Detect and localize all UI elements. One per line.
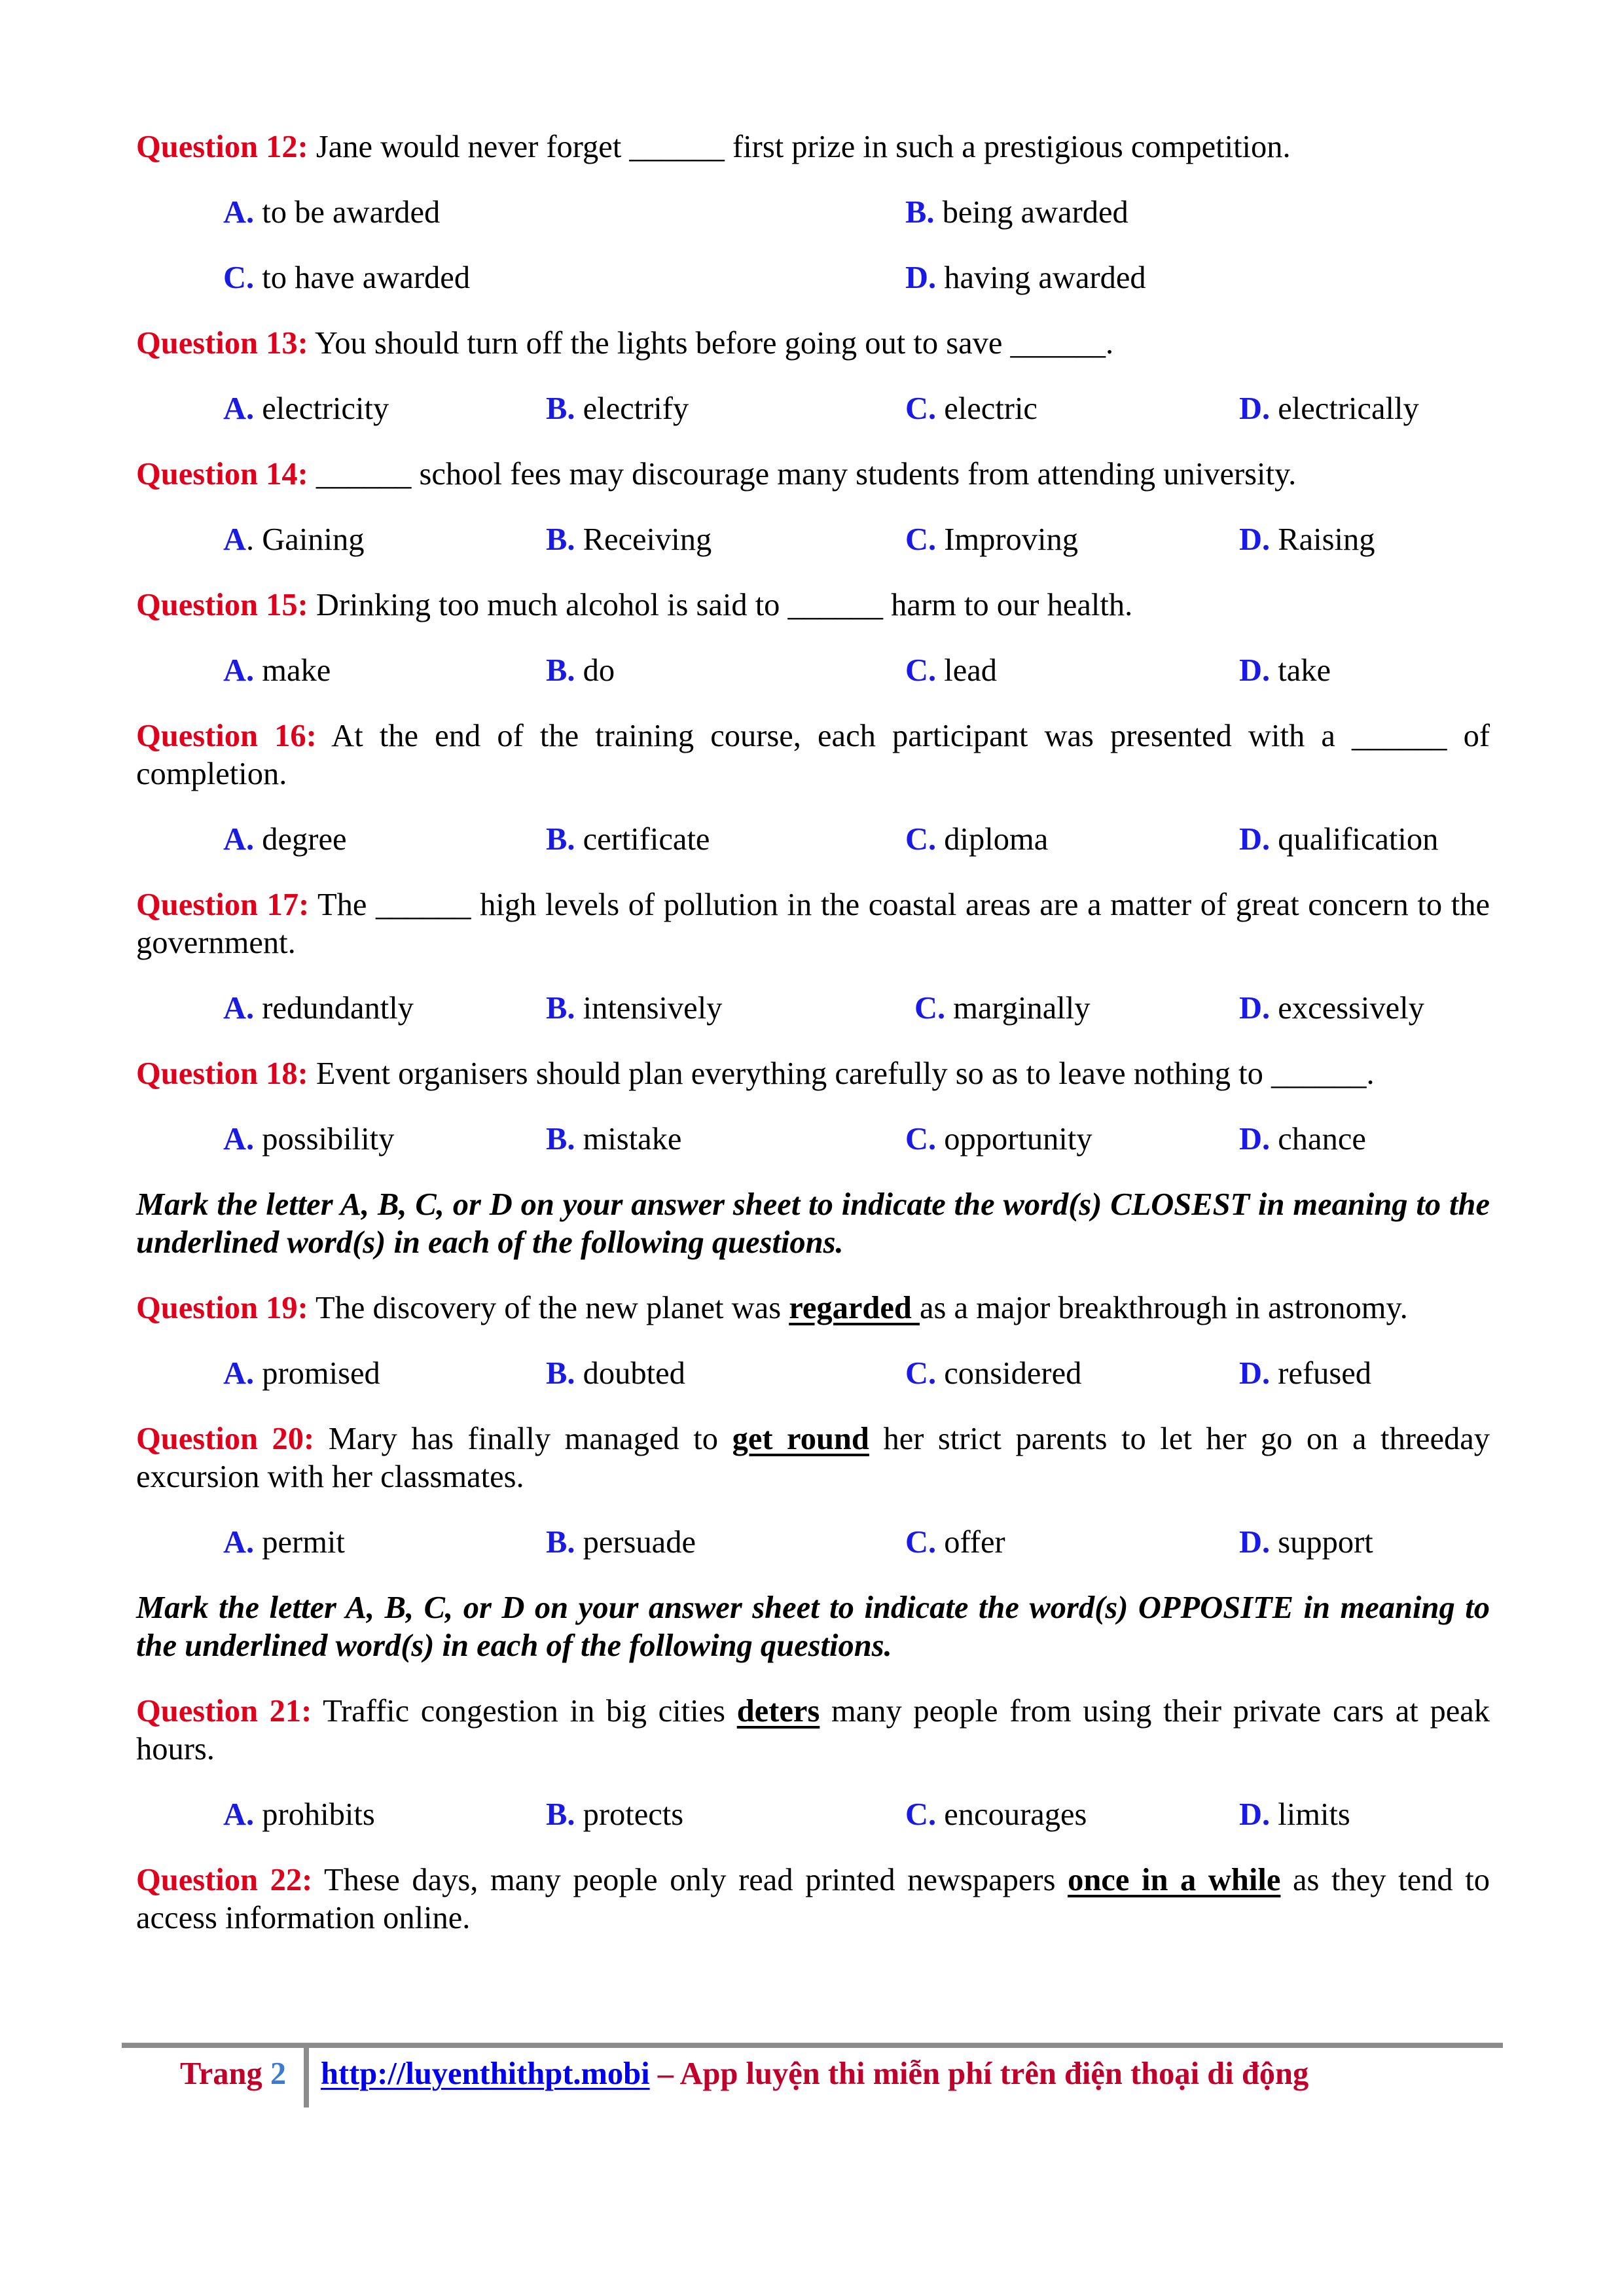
option-text: refused [1270,1356,1372,1391]
question-12 [136,128,1490,166]
option-text: marginally [945,991,1091,1026]
option-letter: A. [223,822,255,857]
footer-link[interactable]: http://luyenthithpt.mobi [321,2056,650,2091]
question-text: These days, many people only read printed newspapers [312,1863,1068,1897]
option-letter: A. [223,1122,255,1157]
option-text: considered [936,1356,1082,1391]
underlined-word: regarded [789,1291,920,1325]
options-q12-row1 [136,194,1490,232]
option-text: possibility [254,1122,395,1157]
question-text: as a major breakthrough in astronomy. [920,1291,1408,1325]
question-text: Event organisers should plan everything carefully so as to leave nothing to ______. [308,1056,1375,1091]
option-d[interactable] [1239,521,1375,559]
option-letter: C. [905,1525,937,1560]
option-text: offer [936,1525,1005,1560]
option-d[interactable] [1239,1796,1350,1834]
option-c[interactable] [905,1355,1081,1393]
option-c[interactable] [905,652,997,690]
option-b[interactable] [546,1796,683,1834]
option-text: excessively [1270,991,1424,1026]
question-text: At the end of the training course, each participant was presented with a ______ of completion. [136,719,1490,791]
question-text: ______ school fees may discourage many students from attending university. [308,457,1297,492]
option-letter: C. [905,822,937,857]
option-b[interactable] [546,652,615,690]
options-q15 [136,652,1490,690]
question-text: many people from using their private cars at peak hours. [136,1694,1490,1767]
option-letter: D. [1239,822,1271,857]
option-letter: B. [546,822,575,857]
option-letter: C. [905,653,937,688]
option-letter: A. [223,195,255,230]
option-letter: D. [1239,1525,1271,1560]
question-text: Mary has finally managed to [314,1422,732,1456]
option-d[interactable] [1239,1121,1366,1158]
question-19 [136,1289,1490,1327]
option-c[interactable] [905,521,1078,559]
option-letter: C. [905,1122,937,1157]
question-label: Question 22: [136,1863,313,1897]
option-text: persuade [575,1525,696,1560]
question-13 [136,325,1490,363]
option-d[interactable] [905,259,1146,297]
option-text: doubted [575,1356,685,1391]
option-d[interactable] [1239,990,1424,1028]
option-text: Improving [936,522,1079,557]
option-a[interactable] [223,1524,345,1562]
option-a[interactable] [223,390,389,428]
question-22 [136,1861,1490,1937]
option-letter: B. [905,195,935,230]
option-text: take [1270,653,1331,688]
question-17 [136,886,1490,962]
option-d[interactable] [1239,1355,1371,1393]
question-label: Question 17: [136,888,310,922]
question-label: Question 21: [136,1694,312,1729]
option-text: electrically [1270,391,1419,426]
option-text: electric [936,391,1038,426]
option-letter: C. [905,391,937,426]
question-20 [136,1420,1490,1496]
option-letter: C. [905,522,937,557]
options-q13 [136,390,1490,428]
option-text: limits [1270,1797,1350,1832]
option-c[interactable] [905,1121,1092,1158]
question-text: Jane would never forget ______ first prize in such a prestigious competition. [308,130,1291,164]
option-a[interactable] [223,652,331,690]
option-text: electricity [254,391,389,426]
question-text: You should turn off the lights before going out to save ______. [308,326,1114,361]
option-a[interactable] [223,1796,375,1834]
option-letter: B. [546,1122,575,1157]
question-label: Question 12: [136,130,308,164]
options-q14 [136,521,1490,559]
option-letter: D. [1239,1797,1271,1832]
option-c[interactable] [905,390,1038,428]
option-text: do [575,653,615,688]
question-label: Question 18: [136,1056,308,1091]
option-c[interactable] [905,1524,1005,1562]
question-text: Traffic congestion in big cities [312,1694,737,1729]
options-q16 [136,821,1490,859]
options-q17 [136,990,1490,1028]
option-d[interactable] [1239,1524,1373,1562]
option-text: prohibits [254,1797,375,1832]
page-label: Trang [180,2056,270,2091]
option-c[interactable] [905,1796,1087,1834]
option-letter: D. [1239,991,1271,1026]
option-d[interactable] [1239,390,1419,428]
option-text: Raising [1270,522,1375,557]
question-text: her strict parents to let her go on a threeday excursion with her classmates. [136,1422,1490,1494]
instruction-closest: Mark the letter A, B, C, or D on your answer sheet to indicate the word(s) CLOSEST in meaning to the underlined word(s) in each of the following questions. [136,1187,1490,1260]
option-text: redundantly [254,991,414,1026]
option-letter: C. [905,1797,937,1832]
option-letter: B. [546,1797,575,1832]
option-text: Receiving [575,522,712,557]
option-letter: B. [546,1356,575,1391]
option-letter: A. [223,391,255,426]
page-number [180,2055,286,2093]
option-text: make [254,653,331,688]
option-text: to have awarded [254,260,471,295]
question-label: Question 13: [136,326,308,361]
option-b[interactable] [546,1355,685,1393]
underlined-word: deters [736,1694,820,1729]
option-text: . Gaining [246,522,365,557]
option-text: certificate [575,822,710,857]
option-text: promised [254,1356,380,1391]
question-text: Drinking too much alcohol is said to ______ harm to our health. [308,588,1133,622]
option-letter: A. [223,991,255,1026]
question-21 [136,1693,1490,1768]
option-letter: B. [546,1525,575,1560]
option-letter: A. [223,1356,255,1391]
option-a[interactable] [223,1355,380,1393]
option-letter: D. [1239,653,1271,688]
option-b[interactable] [546,390,689,428]
option-letter: B. [546,522,575,557]
option-letter: C. [223,260,255,295]
option-letter: C. [914,991,946,1026]
option-text: protects [575,1797,684,1832]
question-16 [136,717,1490,793]
question-14 [136,456,1490,493]
option-b[interactable] [546,821,710,859]
option-text: support [1270,1525,1373,1560]
option-letter: A [223,522,247,557]
option-d[interactable] [1239,652,1331,690]
option-c[interactable] [914,990,1091,1028]
underlined-word: get round [732,1422,869,1456]
question-label: Question 20: [136,1422,315,1456]
option-b[interactable] [546,521,712,559]
options-q18 [136,1121,1490,1158]
page-content [136,128,1490,1965]
footer-separator [304,2045,309,2108]
option-text: electrify [575,391,689,426]
option-text: permit [254,1525,345,1560]
options-q21 [136,1796,1490,1834]
option-a[interactable] [223,821,347,859]
option-letter: B. [546,991,575,1026]
option-a[interactable] [223,990,414,1028]
options-q12-row2 [136,259,1490,297]
option-b[interactable] [546,1121,681,1158]
option-text: opportunity [936,1122,1092,1157]
option-letter: D. [1239,1356,1271,1391]
page-number-value: 2 [270,2056,287,2091]
option-text: to be awarded [254,195,441,230]
option-b[interactable] [546,1524,696,1562]
option-b[interactable] [905,194,1128,232]
footer-rule [122,2043,1503,2048]
option-b[interactable] [546,990,722,1028]
option-a[interactable] [223,194,440,232]
option-text: degree [254,822,347,857]
option-text: qualification [1270,822,1439,857]
option-letter: B. [546,653,575,688]
option-text: mistake [575,1122,682,1157]
footer-text [321,2055,1308,2093]
options-q19 [136,1355,1490,1393]
question-label: Question 14: [136,457,308,492]
option-text: encourages [936,1797,1087,1832]
footer-tagline: – App luyện thi miễn phí trên điện thoại di động [649,2056,1309,2091]
option-a[interactable] [223,521,365,559]
question-text: The ______ high levels of pollution in the coastal areas are a matter of great concern to the government. [136,888,1490,960]
option-text: chance [1270,1122,1366,1157]
question-label: Question 15: [136,588,308,622]
question-15 [136,586,1490,624]
option-letter: D. [1239,522,1271,557]
option-letter: D. [1239,391,1271,426]
option-letter: B. [546,391,575,426]
option-text: being awarded [934,195,1128,230]
question-18 [136,1055,1490,1093]
question-text: as they tend to access information online. [136,1863,1490,1935]
underlined-word: once in a while [1068,1863,1281,1897]
option-text: lead [936,653,998,688]
options-q20 [136,1524,1490,1562]
option-letter: A. [223,1525,255,1560]
option-letter: D. [1239,1122,1271,1157]
option-d[interactable] [1239,821,1438,859]
option-letter: A. [223,1797,255,1832]
option-letter: C. [905,1356,937,1391]
instruction-opposite: Mark the letter A, B, C, or D on your answer sheet to indicate the word(s) OPPOSITE in meaning to the underlined word(s) in each of the following questions. [136,1590,1490,1663]
question-text: The discovery of the new planet was [308,1291,789,1325]
option-text: having awarded [936,260,1146,295]
option-letter: D. [905,260,937,295]
question-label: Question 19: [136,1291,308,1325]
option-c[interactable] [223,259,470,297]
option-c[interactable] [905,821,1048,859]
option-text: diploma [936,822,1049,857]
question-label: Question 16: [136,719,317,753]
option-letter: A. [223,653,255,688]
option-a[interactable] [223,1121,394,1158]
option-text: intensively [575,991,723,1026]
